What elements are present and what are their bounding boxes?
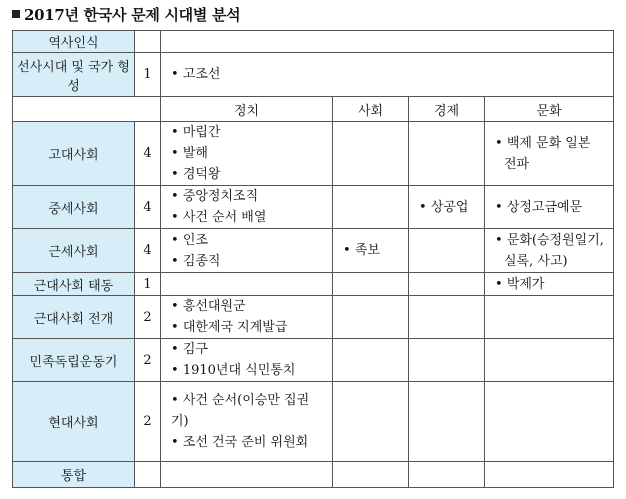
culture-cell: [485, 382, 614, 462]
table-row: [13, 339, 614, 382]
era-cell: 고대사회: [13, 122, 135, 186]
header-politics: 정치: [161, 97, 333, 122]
economy-cell: [409, 273, 485, 296]
era-cell: 현대사회: [13, 382, 135, 462]
economy-cell: [409, 296, 485, 339]
list-item: • 김종직: [171, 251, 326, 272]
list-item: • 경덕왕: [171, 164, 326, 185]
society-cell: [333, 122, 409, 186]
table-row: [13, 462, 614, 488]
politics-cell: [161, 273, 333, 296]
table-row: [13, 382, 614, 462]
list-item: • 상정고금예문: [495, 197, 607, 218]
era-cell: 근대사회 태동: [13, 273, 135, 296]
era-cell: 선사시대 및 국가 형성: [13, 53, 135, 97]
politics-cell: [161, 122, 333, 186]
era-cell: 근대사회 전개: [13, 296, 135, 339]
politics-cell: [161, 229, 333, 273]
count-cell: 2: [135, 382, 161, 462]
economy-cell: [409, 186, 485, 229]
header-blank: [13, 97, 161, 122]
era-cell: 중세사회: [13, 186, 135, 229]
table-row: [13, 122, 614, 186]
society-cell: [333, 339, 409, 382]
header-economy: 경제: [409, 97, 485, 122]
list-item: • 인조: [171, 230, 326, 251]
culture-cell: [485, 339, 614, 382]
header-culture: 문화: [485, 97, 614, 122]
society-cell: [333, 382, 409, 462]
table-row: [13, 273, 614, 296]
list-item: • 조선 건국 준비 위원회: [171, 432, 326, 453]
era-cell: 근세사회: [13, 229, 135, 273]
count-cell: 4: [135, 122, 161, 186]
list-item: • 흥선대원군: [171, 296, 326, 317]
culture-cell: [485, 229, 614, 273]
economy-cell: [409, 122, 485, 186]
era-cell: 통합: [13, 462, 135, 488]
count-cell: [135, 462, 161, 488]
count-cell: 2: [135, 296, 161, 339]
economy-cell: [409, 462, 485, 488]
culture-cell: [485, 462, 614, 488]
table-row: [13, 229, 614, 273]
list-item: • 상공업: [419, 197, 478, 218]
economy-cell: [409, 229, 485, 273]
list-item: • 발해: [171, 143, 326, 164]
list-item: • 고조선: [171, 64, 607, 85]
era-cell: 민족독립운동기: [13, 339, 135, 382]
column-header-row: [13, 97, 614, 122]
culture-cell: [485, 186, 614, 229]
count-cell: 2: [135, 339, 161, 382]
economy-cell: [409, 339, 485, 382]
list-item: • 김구: [171, 339, 326, 360]
politics-cell: [161, 462, 333, 488]
table-row: [13, 296, 614, 339]
culture-cell: [485, 122, 614, 186]
economy-cell: [409, 382, 485, 462]
era-cell: 역사인식: [13, 31, 135, 53]
list-item: • 족보: [343, 240, 402, 261]
square-bullet-icon: [12, 10, 20, 18]
empty-cell: [161, 31, 614, 53]
society-cell: [333, 296, 409, 339]
society-cell: [333, 186, 409, 229]
list-item: • 중앙정치조직: [171, 186, 326, 207]
list-item: • 사건 순서 배열: [171, 207, 326, 228]
count-cell: [135, 31, 161, 53]
list-item: • 문화(승정원일기, 실록, 사고): [495, 230, 607, 272]
list-item: • 마립간: [171, 122, 326, 143]
count-cell: 4: [135, 229, 161, 273]
analysis-table: [12, 30, 614, 488]
list-item: • 사건 순서(이승만 집권기): [171, 390, 326, 432]
society-cell: [333, 462, 409, 488]
topics-cell: [161, 53, 614, 97]
politics-cell: [161, 186, 333, 229]
politics-cell: [161, 339, 333, 382]
list-item: • 박제가: [495, 274, 607, 295]
society-cell: [333, 273, 409, 296]
count-cell: 1: [135, 53, 161, 97]
list-item: • 대한제국 지계발급: [171, 317, 326, 338]
politics-cell: [161, 296, 333, 339]
culture-cell: [485, 273, 614, 296]
title-text: 2017년 한국사 문제 시대별 분석: [24, 6, 241, 24]
document-title: [12, 4, 240, 25]
table-row: [13, 31, 614, 53]
header-society: 사회: [333, 97, 409, 122]
society-cell: [333, 229, 409, 273]
list-item: • 백제 문화 일본 전파: [495, 133, 607, 175]
count-cell: 1: [135, 273, 161, 296]
list-item: • 1910년대 식민통치: [171, 360, 326, 381]
table-row: [13, 53, 614, 97]
politics-cell: [161, 382, 333, 462]
count-cell: 4: [135, 186, 161, 229]
table-row: [13, 186, 614, 229]
culture-cell: [485, 296, 614, 339]
